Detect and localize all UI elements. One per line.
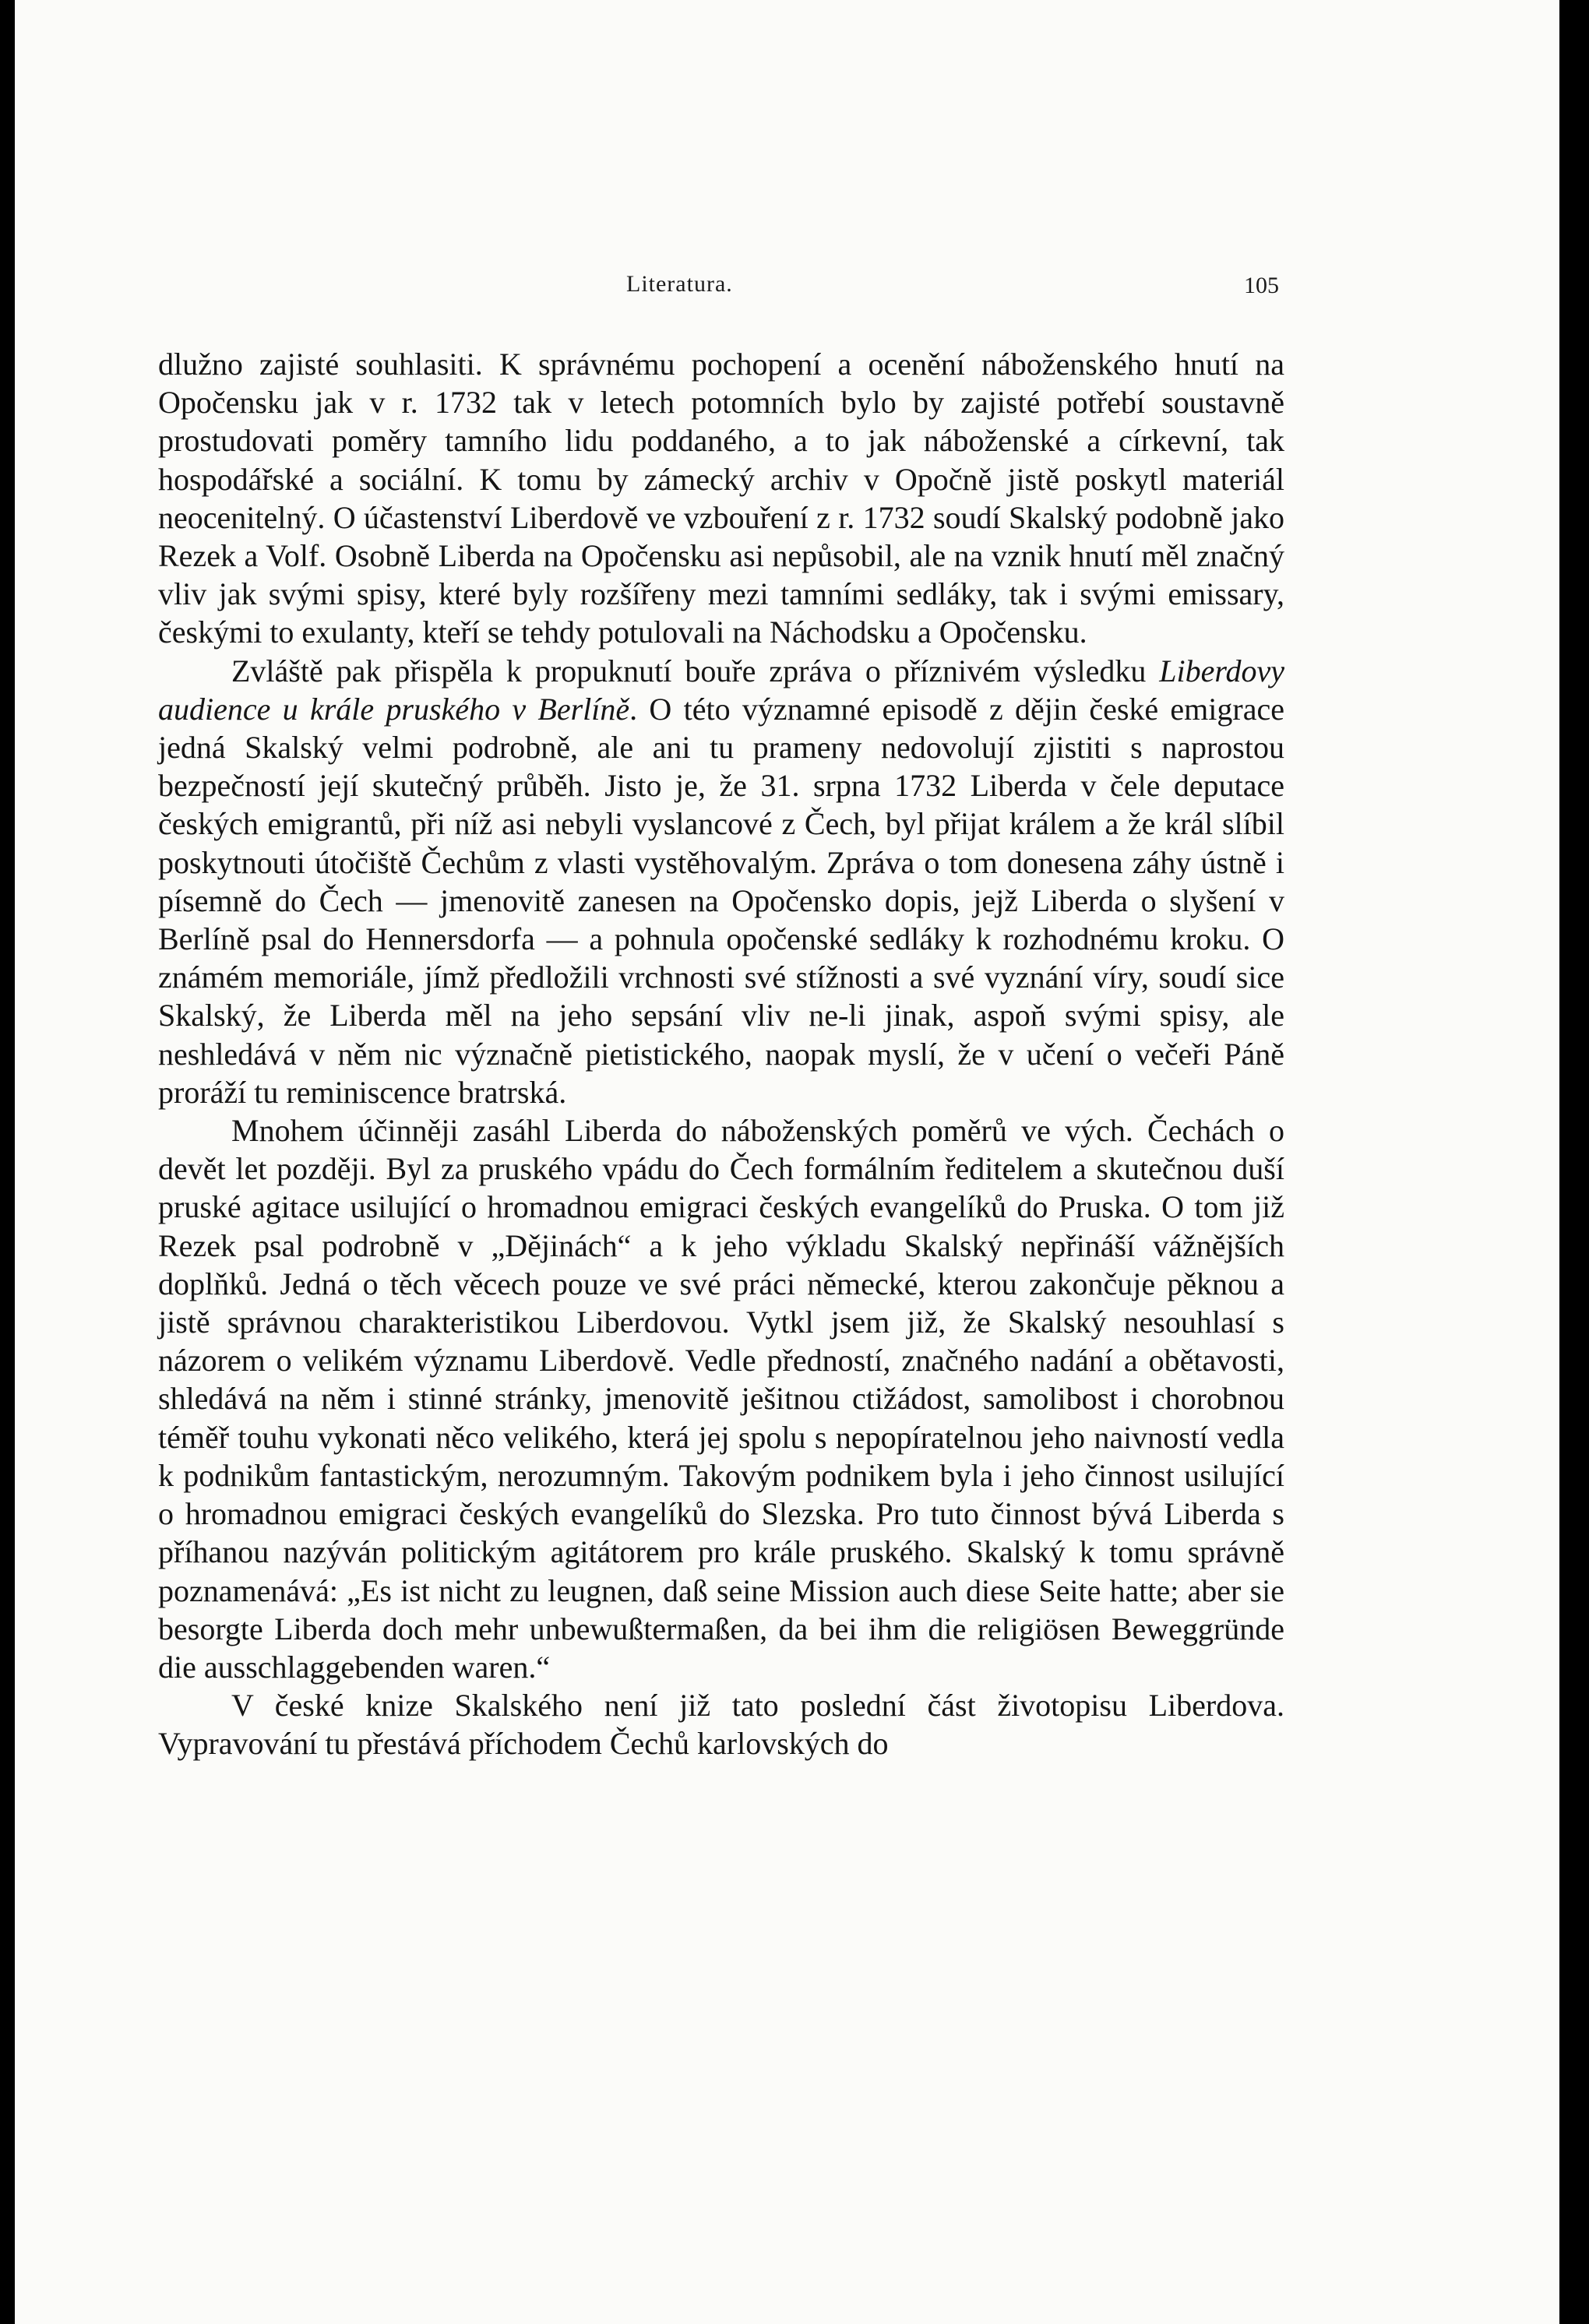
running-title: Literatura. [626,271,733,297]
paragraph-2-start: Zvláště pak přispěla k propuknutí bouře zpráva o příznivém výsledku [231,653,1160,688]
body-text [158,345,1284,1763]
italic-title: Liberdovy audience u krále pruského v Berlíně [158,653,1284,727]
page-header [15,271,1559,310]
page-number: 105 [1244,273,1279,298]
paragraph-2 [158,652,1284,1111]
paragraph-3: Mnohem účinněji zasáhl Liberda do náboženských poměrů ve vých. Čechách o devět let později. Byl za pruského vpádu do Čech formálním ředitelem a skutečnou duší pruské agitace usilující o hromadnou emigraci českých evangelíků do Pruska. O tom již Rezek psal podrobně v „Dějinách“ a k jeho výkladu Skalský nepřináší vážnějších doplňků. Jedná o těch věcech pouze ve své práci německé, kterou zakončuje pěknou a jistě správnou charakteristikou Liberdovou. Vytkl jsem již, že Skalský nesouhlasí s názorem o velikém významu Liberdově. Vedle předností, značného nadání a obětavosti, shledává na něm i stinné stránky, jmenovitě ješitnou ctižádost, samolibost i chorobnou téměř touhu vykonati něco velikého, která jej spolu s nepopíratelnou jeho naivností vedla k podnikům fantastickým, nerozumným. Takovým podnikem byla i jeho činnost usilující o hromadnou emigraci českých evangelíků do Slezska. Pro tuto činnost bývá Liberda s příhanou nazýván politickým agitátorem pro krále pruského. Skalský k tomu správně poznamenává: „Es ist nicht zu leugnen, daß seine Mission auch diese Seite hatte; aber sie besorgte Liberda doch mehr unbewußtermaßen, da bei ihm die religiösen Beweggründe die ausschlaggebenden waren.“ [158,1113,1284,1685]
paragraph-2-rest: . O této významné episodě z dějin české emigrace jedná Skalský velmi podrobně, ale ani tu prameny nedovolují zjistiti s naprostou bezpečností její skutečný průběh. Jisto je, že 31. srpna 1732 Liberda v čele deputace českých emigrantů, při níž asi nebyli vyslancové z Čech, byl přijat králem a že král slíbil poskytnouti útočiště Čechům z vlasti vystěhovalým. Zpráva o tom donesena záhy ústně i písemně do Čech — jmenovitě zanesen na Opočensko dopis, jejž Liberda o slyšení v Berlíně psal do Hennersdorfa — a pohnula opočenské sedláky k rozhodnému kroku. O známém memoriále, jímž předložili vrchnosti své stížnosti a své vyznání víry, soudí sice Skalský, že Liberda měl na jeho sepsání vliv ne-li jinak, aspoň svými spisy, ale neshledává v něm nic význačně pietistického, naopak myslí, že v učení o večeři Páně proráží tu reminiscence bratrská. [158,691,1284,1110]
paragraph-4: V české knize Skalského není již tato poslední část životopisu Liberdova. Vypravování tu přestává příchodem Čechů karlovských do [158,1688,1284,1762]
book-page [15,0,1559,2324]
paragraph-1: dlužno zajisté souhlasiti. K správnému pochopení a ocenění náboženského hnutí na Opočensku jak v r. 1732 tak v letech potomních bylo by zajisté potřebí soustavně prostudovati poměry tamního lidu poddaného, a to jak náboženské a církevní, tak hospodářské a sociální. K tomu by zámecký archiv v Opočně jistě poskytl materiál neocenitelný. O účastenství Liberdově ve vzbouření z r. 1732 soudí Skalský podobně jako Rezek a Volf. Osobně Liberda na Opočensku asi nepůsobil, ale na vznik hnutí měl značný vliv jak svými spisy, které byly rozšířeny mezi tamními sedláky, tak i svými emissary, českými to exulanty, kteří se tehdy potulovali na Náchodsku a Opočensku. [158,347,1284,650]
